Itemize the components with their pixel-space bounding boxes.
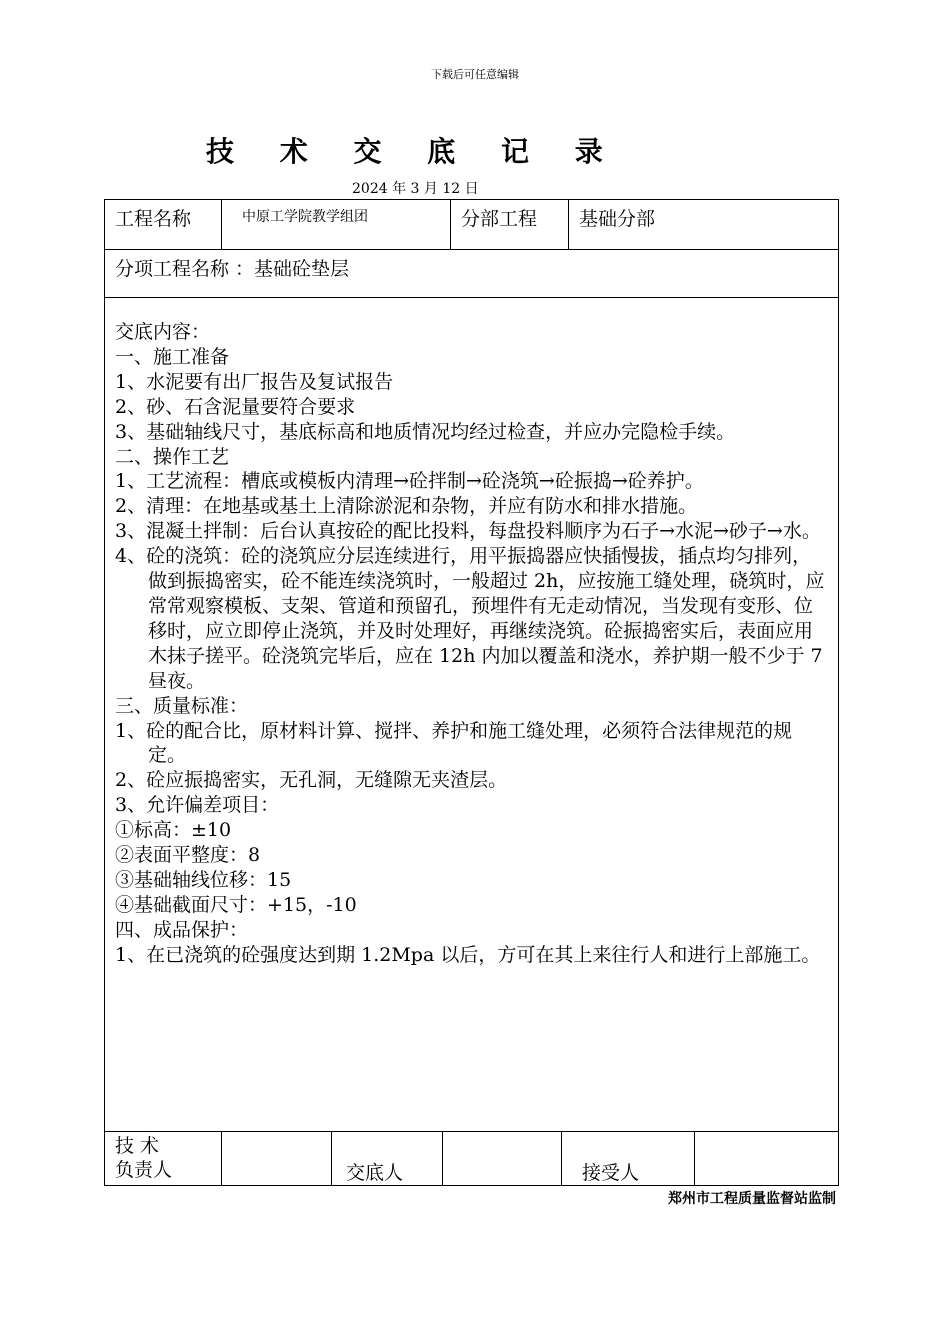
tech-lead-label: 技 术 负责人 bbox=[105, 1132, 222, 1186]
content-line: 一、施工准备 bbox=[115, 345, 230, 368]
content-line: 四、成品保护： bbox=[115, 918, 249, 941]
content-line: 3、混凝土拌制：后台认真按砼的配比投料，每盘投料顺序为石子→水泥→砂子→水。 bbox=[115, 520, 821, 543]
content-line: 3、基础轴线尺寸，基底标高和地质情况均经过检查，并应办完隐检手续。 bbox=[115, 420, 736, 443]
header-note: 下载后可任意编辑 bbox=[431, 68, 519, 81]
division-label: 分部工程 bbox=[451, 200, 569, 250]
content-line: 1、水泥要有出厂报告及复试报告 bbox=[115, 370, 394, 393]
document-date: 2024 年 3 月 12 日 bbox=[352, 181, 479, 197]
project-name-label: 工程名称 bbox=[105, 200, 222, 250]
content-line: 三、质量标准： bbox=[115, 694, 249, 717]
content-line: ①标高：±10 bbox=[115, 819, 232, 842]
project-name-value: 中原工学院教学组团 bbox=[222, 200, 451, 250]
content-line: 1、在已浇筑的砼强度达到期 1.2Mpa 以后，方可在其上来往行人和进行上部施工。 bbox=[115, 943, 821, 966]
receiver-value bbox=[695, 1132, 839, 1186]
handover-label: 交底人 bbox=[332, 1132, 443, 1186]
content-line: ③基础轴线位移：15 bbox=[115, 868, 292, 891]
receiver-label: 接受人 bbox=[562, 1132, 695, 1186]
content-line: ④基础截面尺寸：+15，-10 bbox=[115, 893, 357, 916]
content-line: 4、砼的浇筑：砼的浇筑应分层连续进行，用平振捣器应快插慢拔，插点均匀排列，做到振捣密实，砼不能连续浇筑时，一般超过 2h，应按施工缝处理，硗筑时，应常常观察模板、支架、管道和预留孔，预埋件有无走动情况，当发现有变形、位移时，应立即停止浇筑，并及时处理好，再继续浇筑。砼振捣密实后，表面应用木抹子搓平。砼浇筑完毕后，应在 12h 内加以覆盖和浇水，养护期一般不少于 7 昼夜。 bbox=[115, 545, 825, 692]
content-line: 2、砼应振捣密实，无孔洞，无缝隙无夹渣层。 bbox=[115, 769, 508, 792]
content-line: 1、工艺流程：槽底或模板内清理→砼拌制→砼浇筑→砼振捣→砼养护。 bbox=[115, 470, 704, 493]
content-body bbox=[105, 298, 839, 1132]
content-line: 2、清理：在地基或基土上清除淤泥和杂物，并应有防水和排水措施。 bbox=[115, 495, 698, 518]
document-title: 技 术 交 底 记 录 bbox=[206, 135, 621, 168]
content-line: 3、允许偏差项目： bbox=[115, 794, 280, 817]
content-line: ②表面平整度：8 bbox=[115, 844, 261, 867]
supervisor-note: 郑州市工程质量监督站监制 bbox=[668, 1191, 836, 1207]
handover-value bbox=[443, 1132, 562, 1186]
content-line: 2、砂、石含泥量要符合要求 bbox=[115, 395, 356, 418]
division-value: 基础分部 bbox=[569, 200, 839, 250]
subitem-name: 分项工程名称 ：基础砼垫层 bbox=[105, 250, 839, 298]
record-table bbox=[104, 199, 839, 1186]
content-line: 二、操作工艺 bbox=[115, 445, 230, 468]
tech-lead-value bbox=[222, 1132, 332, 1186]
content-line: 1、砼的配合比，原材料计算、搅拌、养护和施工缝处理，必须符合法律规范的规定。 bbox=[115, 719, 793, 767]
content-heading: 交底内容： bbox=[115, 321, 211, 343]
